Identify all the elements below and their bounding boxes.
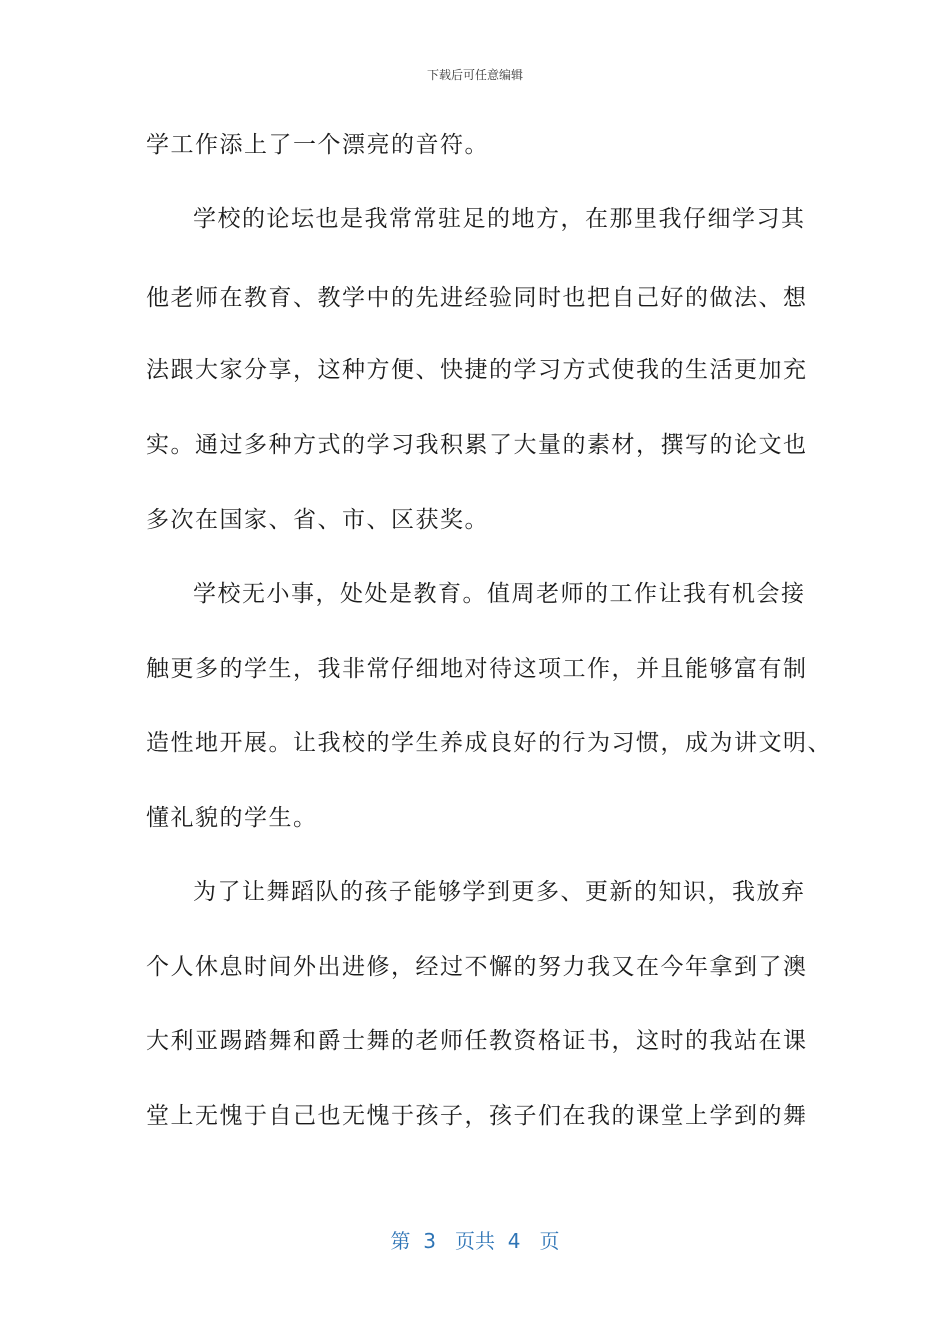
- footer-suffix: 页: [539, 1229, 560, 1253]
- paragraph-first-line: 学校无小事，处处是教育。值周老师的工作让我有机会接: [193, 581, 806, 607]
- text-line: 个人休息时间外出进修，经过不懈的努力我又在今年拿到了澳: [146, 954, 808, 980]
- total-pages-number: 4: [507, 1229, 521, 1253]
- paragraph-first-line: 学校的论坛也是我常常驻足的地方，在那里我仔细学习其: [193, 206, 806, 232]
- text-line: 多次在国家、省、市、区获奖。: [146, 507, 489, 533]
- footer-prefix: 第: [390, 1229, 411, 1253]
- text-line: 学工作添上了一个漂亮的音符。: [146, 132, 489, 158]
- text-line: 堂上无愧于自己也无愧于孩子，孩子们在我的课堂上学到的舞: [146, 1103, 808, 1129]
- text-line: 实。通过多种方式的学习我积累了大量的素材，撰写的论文也: [146, 432, 808, 458]
- text-line: 法跟大家分享，这种方便、快捷的学习方式使我的生活更加充: [146, 357, 808, 383]
- text-line: 造性地开展。让我校的学生养成良好的行为习惯，成为讲文明、: [146, 730, 832, 756]
- paragraph-first-line: 为了让舞蹈队的孩子能够学到更多、更新的知识，我放弃: [193, 879, 806, 905]
- text-line: 懂礼貌的学生。: [146, 805, 318, 831]
- text-line: 触更多的学生，我非常仔细地对待这项工作，并且能够富有制: [146, 656, 808, 682]
- text-line: 他老师在教育、教学中的先进经验同时也把自己好的做法、想: [146, 285, 808, 311]
- text-line: 大利亚踢踏舞和爵士舞的老师任教资格证书，这时的我站在课: [146, 1028, 808, 1054]
- page-footer: [0, 1225, 950, 1254]
- current-page-number: 3: [423, 1229, 436, 1253]
- footer-middle: 页共: [455, 1229, 495, 1253]
- page-header: 下载后可任意编辑: [426, 68, 523, 82]
